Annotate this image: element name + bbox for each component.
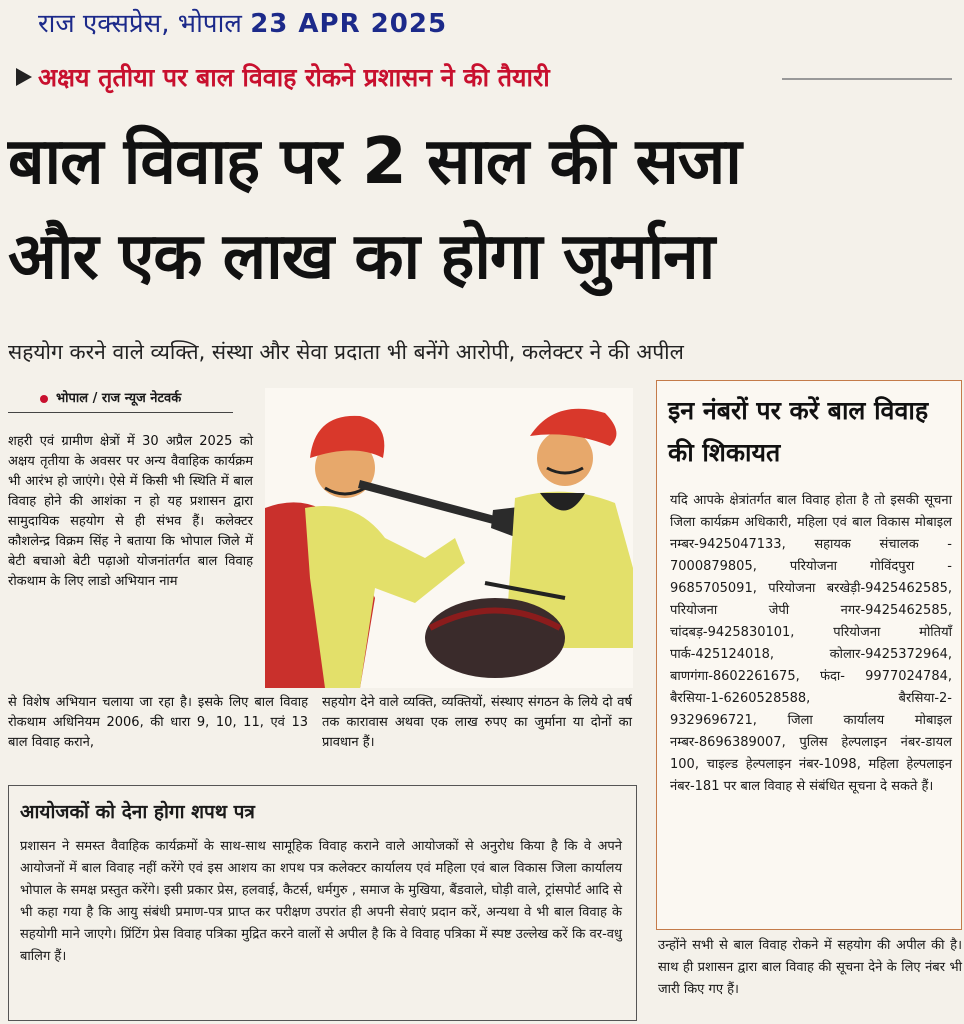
byline: [40, 388, 181, 406]
shehnai-and-dhol-players-icon: [265, 388, 633, 688]
subheadline: सहयोग करने वाले व्यक्ति, संस्था और सेवा प्रदाता भी बनेंगे आरोपी, कलेक्टर ने की अपील: [8, 340, 684, 364]
masthead: [38, 4, 447, 40]
headline-line-1: बाल विवाह पर 2 साल की सजा: [8, 125, 741, 199]
affidavit-box-body: प्रशासन ने समस्त वैवाहिक कार्यक्रमों के साथ-साथ सामूहिक विवाह कराने वाले आयोजकों से अनुरोध किया है कि वे अपने आयोजनों में बाल विवाह नहीं करेंगे एवं इस आशय का शपथ पत्र कलेक्टर कार्यालय एवं महिला एवं बाल विकास जिला कार्यालय भोपाल के समक्ष प्रस्तुत करेंगे। इसी प्रकार प्रेस, हलवाई, कैटर्स, धर्मगुरु , समाज के मुखिया, बैंडवाले, घोड़ी वाले, ट्रांसपोर्ट आदि से भी कहा गया है कि आयु संबंधी प्रमाण-पत्र प्राप्त कर परीक्षण उपरांत ही अपनी सेवाएं प्रदान करें, अन्यथा वे भी बाल विवाह के सहयोगी माने जाएगे। प्रिंटिंग प्रेस विवाह पत्रिका मुद्रित करने वालों से अपील है कि वे विवाह पत्रिका में स्पष्ट उल्लेख करें कि वर-वधु बालिग हैं।: [20, 839, 622, 964]
kicker: अक्षय तृतीया पर बाल विवाह रोकने प्रशासन ने की तैयारी: [38, 63, 550, 92]
masthead-date: 23 APR 2025: [250, 9, 448, 39]
byline-text: भोपाल / राज न्यूज नेटवर्क: [56, 391, 182, 406]
article-column-2: सहयोग देने वाले व्यक्ति, व्यक्तियों, संस्थाए संगठन के लिये दो वर्ष तक कारावास अथवा एक लाख रुपए का जुर्माना या दोनों का प्रावधान हैं।: [322, 695, 632, 750]
bullet-dot-icon: [40, 395, 48, 403]
masthead-paper: राज एक्सप्रेस, भोपाल: [38, 9, 242, 39]
article-column-1-continued: से विशेष अभियान चलाया जा रहा है। इसके लिए बाल विवाह रोकथाम अधिनियम 2006, की धारा 9, 10, 11, एवं 13 बाल विवाह कराने,: [8, 695, 308, 750]
arrow-icon: [16, 68, 32, 86]
kicker-row: [8, 58, 956, 98]
byline-rule: [8, 412, 233, 413]
article-column-1: शहरी एवं ग्रामीण क्षेत्रों में 30 अप्रैल 2025 को अक्षय तृतीया के अवसर पर अन्य वैवाहिक कार्यक्रम भी आरंभ हो जाएंगे। ऐसे में किसी भी स्थिति में बाल विवाह होने की आशंका न हो यह प्रशासन द्वारा सामुदायिक सहयोग से ही संभव हैं। कलेक्टर कौशलेन्द्र विक्रम सिंह ने बताया कि भोपाल जिले में बेटी बचाओ बेटी पढ़ाओ योजनांतर्गत बाल विवाह रोकथाम के लिए लाडो अभियान नाम: [8, 434, 253, 589]
headline-line-2: और एक लाख का होगा जुर्माना: [8, 220, 715, 294]
complaint-box-title: इन नंबरों पर करें बाल विवाह की शिकायत: [668, 396, 929, 467]
kicker-rule: [782, 78, 952, 80]
illustration-svg: [265, 388, 633, 688]
appeal-paragraph: उन्होंने सभी से बाल विवाह रोकने में सहयोग की अपील की है। साथ ही प्रशासन द्वारा बाल विवाह की सूचना देने के लिए नंबर भी जारी किए गए हैं।: [658, 938, 962, 997]
affidavit-box-title: आयोजकों को देना होगा शपथ पत्र: [20, 801, 255, 823]
complaint-box-body: यदि आपके क्षेत्रांतर्गत बाल विवाह होता है तो इसकी सूचना जिला कार्यक्रम अधिकारी, महिला एवं बाल विकास मोबाइल नम्बर-9425047133, सहायक संचालक - 7000879805, परियोजना गोविंदपुरा - 9685705091, परियोजना बरखेड़ी-9425462585, परियोजना जेपी नगर-9425462585, चांदबड़-9425830101, परियोजना मोतियाँ पार्क-425124018, कोलार-9425372964, बाणगंगा-8602261675, फंदा- 9977024784, बैरसिया-1-6260528588, बैरसिया-2-9329696721, जिला कार्यालय मोबाइल नम्बर-8696389007, पुलिस हेल्पलाइन नंबर-डायल 100, चाइल्ड हेल्पलाइन नंबर-1098, महिला हेल्पलाइन नंबर-181 पर बाल विवाह से संबंधित सूचना दे सकते हैं।: [670, 493, 952, 794]
